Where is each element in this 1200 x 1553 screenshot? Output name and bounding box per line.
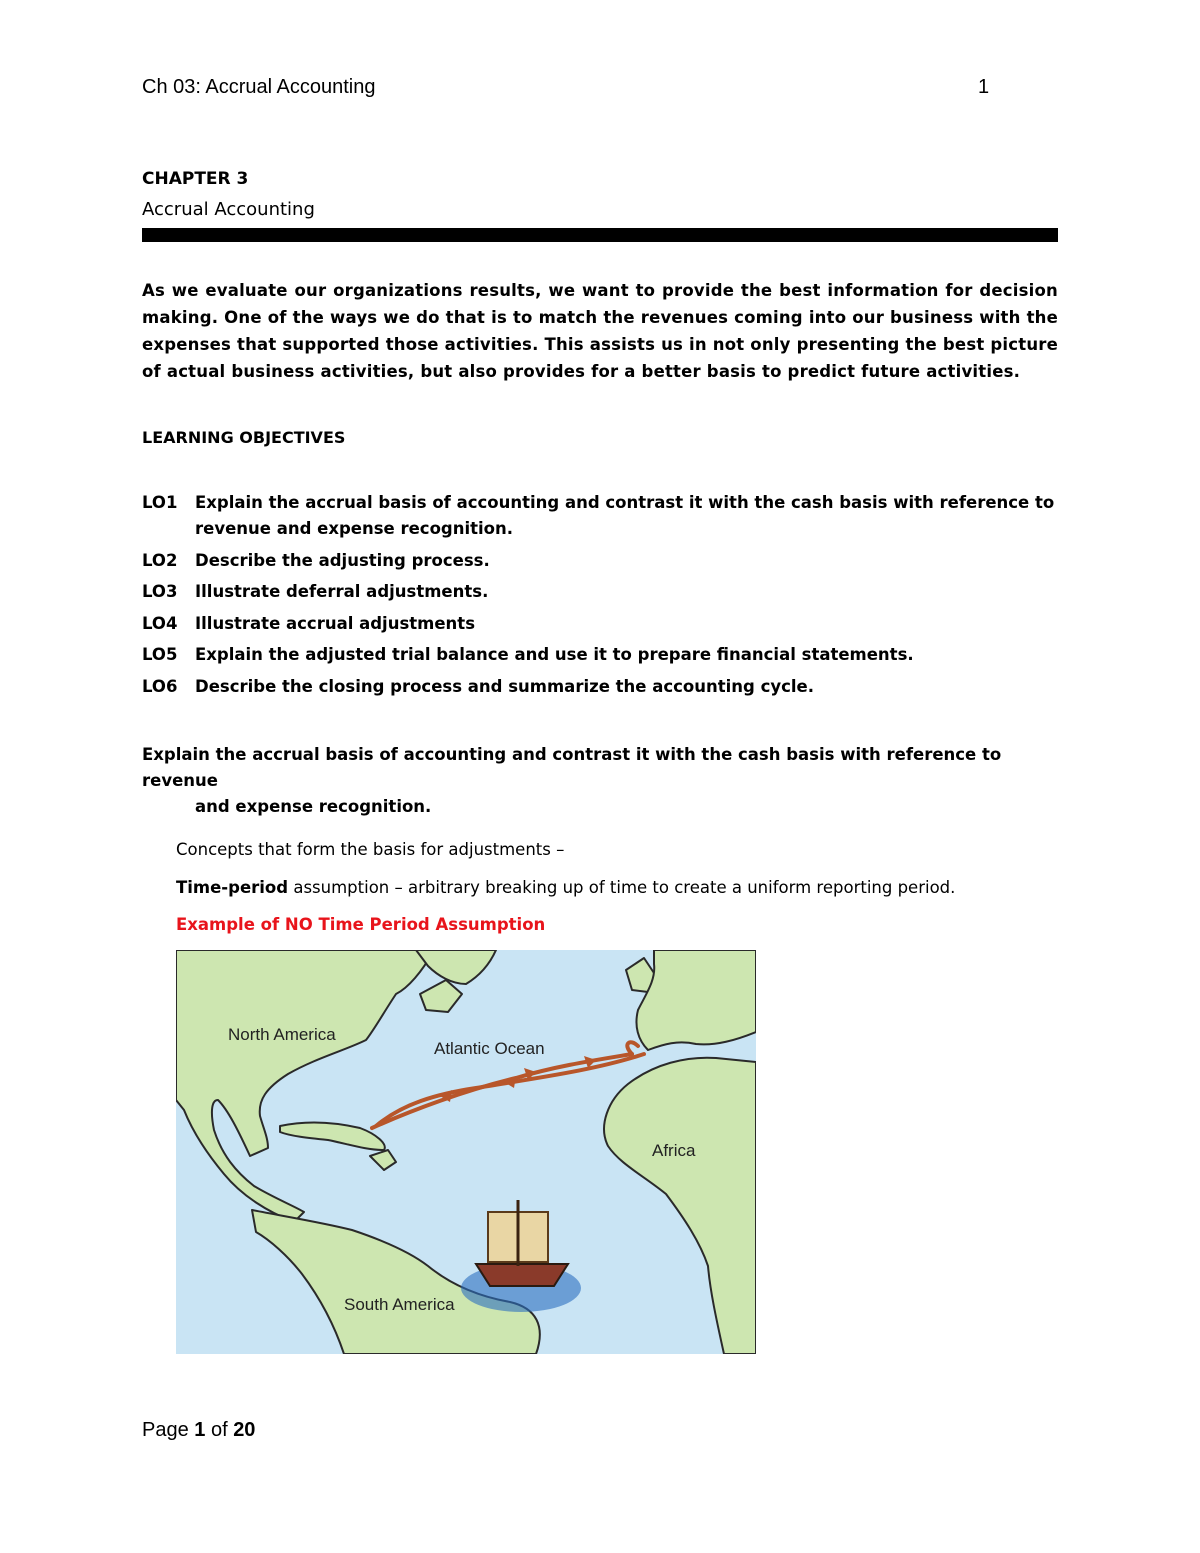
objective-code: LO5 [142, 645, 178, 664]
columbus-route-map [176, 950, 756, 1354]
objective-code: LO2 [142, 550, 178, 570]
learning-objective-item [142, 674, 1058, 700]
objective-text: Describe the closing process and summarize the accounting cycle. [195, 676, 815, 696]
learning-objectives-list [142, 490, 1058, 705]
objective-code: LO4 [142, 613, 178, 633]
objective-text: Illustrate accrual adjustments [195, 613, 476, 633]
learning-objective-item [142, 490, 1058, 542]
time-period-definition [176, 878, 955, 897]
section-heading [142, 742, 1058, 820]
map-label-north-america: North America [228, 1025, 336, 1044]
learning-objective-item [142, 642, 1058, 668]
objective-code: LO1 [142, 493, 178, 512]
objective-text: Illustrate deferral adjustments. [195, 582, 489, 601]
map-label-atlantic-ocean: Atlantic Ocean [434, 1039, 545, 1058]
objective-text: Explain the adjusted trial balance and use it to prepare financial statements. [195, 645, 914, 664]
footer-page-word: Page [142, 1419, 195, 1441]
footer-of-word: of [205, 1419, 234, 1441]
section-heading-line-1: Explain the accrual basis of accounting and contrast it with the cash basis with reference to revenue [142, 745, 1002, 790]
objective-code: LO3 [142, 582, 178, 601]
example-title: Example of NO Time Period Assumption [176, 915, 546, 934]
objective-code: LO6 [142, 676, 178, 696]
running-header-title: Ch 03: Accrual Accounting [142, 76, 376, 98]
section-heading-line-2: and expense recognition. [195, 797, 432, 816]
concepts-intro: Concepts that form the basis for adjustments – [176, 840, 565, 859]
footer-current-page: 1 [194, 1419, 206, 1441]
chapter-label: CHAPTER 3 [142, 169, 249, 189]
objective-text: Explain the accrual basis of accounting and contrast it with the cash basis with reference to revenue and expense recognition. [195, 493, 1055, 538]
map-label-south-america: South America [344, 1295, 455, 1314]
intro-paragraph: As we evaluate our organizations results, we want to provide the best information for decision making. One of the ways we do that is to match the revenues coming into our business with the expenses that supported those activities. This assists us in not only presenting the best picture of actual business activities, but also provides for a better basis to predict future activities. [142, 281, 1058, 381]
map-label-africa: Africa [652, 1141, 696, 1160]
time-period-term: Time-period [176, 878, 289, 897]
time-period-description: assumption – arbitrary breaking up of time to create a uniform reporting period. [288, 878, 956, 897]
objective-text: Describe the adjusting process. [195, 550, 490, 570]
learning-objective-item [142, 548, 1058, 574]
learning-objective-item [142, 611, 1058, 637]
running-header-page-number: 1 [978, 76, 990, 98]
footer-total-pages: 20 [233, 1419, 256, 1441]
title-divider [142, 228, 1058, 242]
page-footer [142, 1419, 255, 1442]
chapter-title: Accrual Accounting [142, 199, 315, 220]
learning-objective-item [142, 579, 1058, 605]
ship-hull [476, 1264, 568, 1286]
europe-landmass [636, 950, 756, 1050]
learning-objectives-heading: LEARNING OBJECTIVES [142, 428, 346, 447]
